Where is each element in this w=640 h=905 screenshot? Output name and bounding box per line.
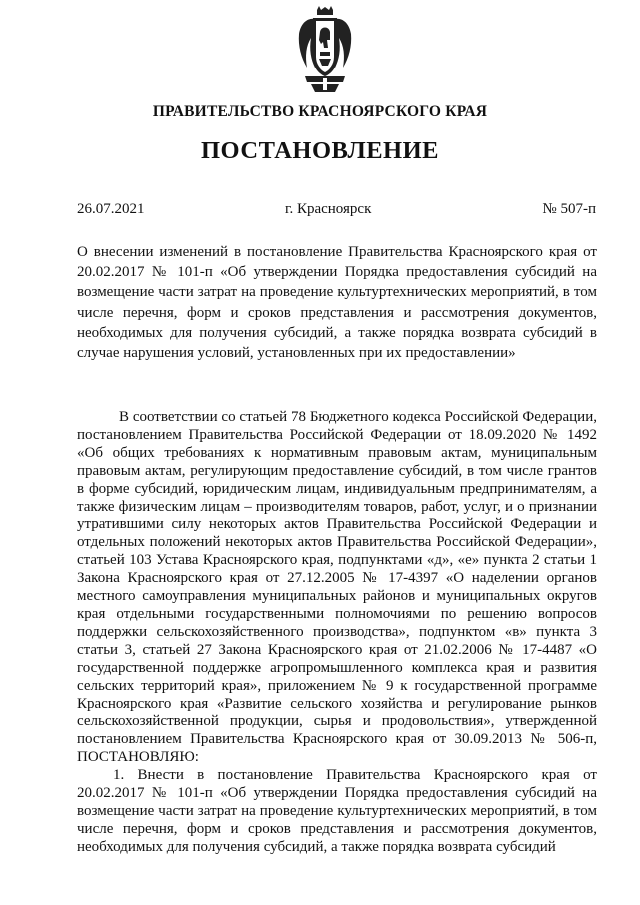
authority-heading: ПРАВИТЕЛЬСТВО КРАСНОЯРСКОГО КРАЯ: [152, 103, 488, 120]
preamble-paragraph: В соответствии со статьей 78 Бюджетного кодекса Российской Федерации, постановлением Правительства Российской Федерации от 18.09.2020 № 1492 «Об общих требованиях к нормативным правовым актам, муниципальным правовым актам, регулирующим предоставление субсидий, в том числе грантов в форме субсидий, юридическим лицам, индивидуальным предпринимателям, а также физическим лицам – производителям товаров, работ, услуг, и о признании утратившими силу некоторых актов Правительства Российской Федерации и отдельных положений некоторых актов Правительства Российской Федерации», статьей 103 Устава Красноярского края, подпунктами «д», «е» пункта 2 статьи 1 Закона Красноярского края от 27.12.2005 № 17-4397 «О наделении органов местного самоуправления муниципальных районов и муниципальных округов края отдельными государственными полномочиями по решению вопросов поддержки сельскохозяйственного производства», подпунктом «в» пункта 3 статьи 3, статьей 27 Закона Красноярского края от 21.02.2006 № 17-4487 «О государственной поддержке агропромышленного комплекса края и развития сельских территорий края», приложением № 9 к государственной программе Красноярского края «Развитие сельского хозяйства и регулирование рынков сельскохозяйственной продукции, сырья и продовольствия», утвержденной постановлением Правительства Красноярского края от 30.09.2013 № 506-п, ПОСТАНОВЛЯЮ:: [77, 409, 597, 766]
document-date: 26.07.2021: [77, 201, 145, 217]
document-number: № 507-п: [542, 201, 596, 217]
document-body: [77, 409, 597, 857]
item-1-paragraph: 1. Внести в постановление Правительства Красноярского края от 20.02.2017 № 101-п «Об утверждении Порядка предоставления субсидий на возмещение части затрат на проведение культуртехнических мероприятий, в том числе перечня, форм и сроков представления и рассмотрения документов, необходимых для получения субсидий, а также порядка возврата субсидий: [77, 767, 597, 855]
document-title: О внесении изменений в постановление Правительства Красноярского края от 20.02.2017 № 101-п «Об утверждении Порядка предоставления субсидий на возмещение части затрат на проведение культуртехнических мероприятий, в том числе перечня, форм и сроков представления и рассмотрения документов, необходимых для получения субсидий, а также порядка возврата субсидий в случае нарушения условий, установленных при их предоставлении»: [77, 244, 597, 362]
document-type-heading: ПОСТАНОВЛЕНИЕ: [201, 137, 439, 164]
coat-of-arms-icon: [297, 6, 353, 92]
document-city: г. Красноярск: [285, 201, 372, 217]
